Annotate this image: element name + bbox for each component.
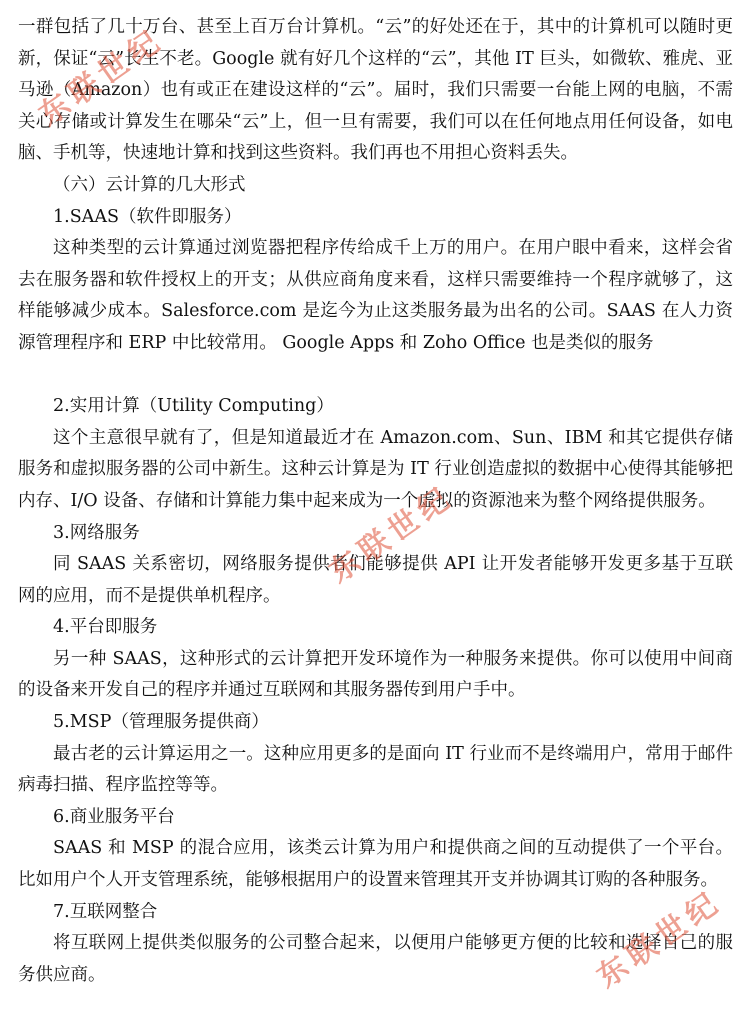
- watermark-stamp: 东联世纪: [322, 478, 461, 591]
- body-paragraph-business-platform: SAAS 和 MSP 的混合应用，该类云计算为用户和提供商之间的互动提供了一个平台。比如用户个人开支管理系统，能够根据用户的设置来管理其开支并协调其订购的各种服务。: [18, 838, 733, 891]
- body-paragraph-intro: 一群包括了几十万台、甚至上百万台计算机。“云”的好处还在于，其中的计算机可以随时更新，保证“云”长生不老。Google 就有好几个这样的“云”，其他 IT 巨头，如微软、雅虎、亚马逊（Amazon）也有或正在建设这样的“云”。届时，我们只需要一台能上网的电脑，不需关心存储或计算发生在哪朵“云”上，但一旦有需要，我们可以在任何地点用任何设备，如电脑、手机等，快速地计算和找到这些资料。我们再也不用担心资料丢失。: [18, 17, 733, 164]
- subheading-saas: 1.SAAS（软件即服务）: [53, 206, 242, 227]
- body-paragraph-msp: 最古老的云计算运用之一。这种应用更多的是面向 IT 行业而不是终端用户，常用于邮件病毒扫描、程序监控等等。: [18, 743, 733, 796]
- watermark-stamp: 东联世纪: [32, 21, 171, 134]
- subheading-paas: 4.平台即服务: [53, 617, 158, 638]
- subheading-web-services: 3.网络服务: [53, 522, 140, 543]
- body-paragraph-paas: 另一种 SAAS，这种形式的云计算把开发环境作为一种服务来提供。你可以使用中间商的设备来开发自己的程序并通过互联网和其服务器传到用户手中。: [18, 648, 733, 701]
- body-paragraph-internet-integration: 将互联网上提供类似服务的公司整合起来，以便用户能够更方便的比较和选择自己的服务供应商。: [18, 933, 733, 985]
- body-paragraph-utility-computing: 这个主意很早就有了，但是知道最近才在 Amazon.com、Sun、IBM 和其它提供存储服务和虚拟服务器的公司中新生。这种云计算是为 IT 行业创造虚拟的数据中心使得其能够把内存、I/O 设备、存储和计算能力集中起来成为一个虚拟的资源池来为整个网络提供服务。: [18, 427, 733, 511]
- subheading-internet-integration: 7.互联网整合: [53, 901, 158, 922]
- section-heading: （六）云计算的几大形式: [53, 174, 246, 195]
- watermark-stamp: 东联世纪: [590, 883, 729, 996]
- subheading-utility-computing: 2.实用计算（Utility Computing）: [53, 396, 334, 417]
- body-paragraph-web-services: 同 SAAS 关系密切，网络服务提供者们能够提供 API 让开发者能够开发更多基于互联网的应用，而不是提供单机程序。: [18, 554, 733, 606]
- body-paragraph-saas: 这种类型的云计算通过浏览器把程序传给成千上万的用户。在用户眼中看来，这样会省去在服务器和软件授权上的开支；从供应商角度来看，这样只需要维持一个程序就够了，这样能够减少成本。Salesforce.com 是迄今为止这类服务最为出名的公司。SAAS 在人力资源管理程序和 ERP 中比较常用。 Google Apps 和 Zoho Office 也是类似的服务: [18, 238, 733, 353]
- subheading-msp: 5.MSP（管理服务提供商）: [53, 712, 269, 733]
- blank-line: [18, 360, 733, 392]
- subheading-business-platform: 6.商业服务平台: [53, 806, 175, 827]
